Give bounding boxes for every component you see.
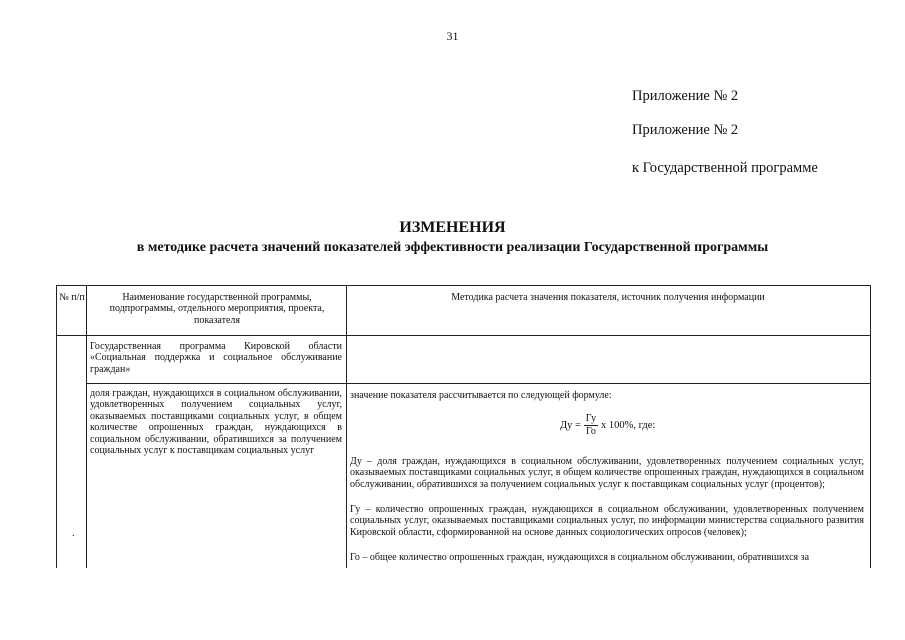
definition-du: Ду – доля граждан, нуждающихся в социальном обслуживании, удовлетворенных получением социальных услуг, оказываемых поставщиками социальных услуг, в общем количестве опрошенных граждан, нуждающихся в социальном обслуживании, обратившихся за получением социальных услуг к поставщикам социальных услуг (процентов); <box>350 456 864 490</box>
methodology-table <box>56 285 871 568</box>
definition-go: Го – общее количество опрошенных граждан, нуждающихся в социальном обслуживании, обратившихся за <box>350 552 810 563</box>
formula-numerator: Гу <box>585 413 597 424</box>
row-number: . <box>72 528 75 539</box>
header-method: Методика расчета значения показателя, источник получения информации <box>451 292 765 303</box>
document-title: ИЗМЕНЕНИЯ <box>399 219 506 236</box>
formula-denominator: Го <box>586 426 596 437</box>
definition-gu: Гу – количество опрошенных граждан, нуждающихся в социальном обслуживании, удовлетворенных получением социальных услуг, оказываемых поставщиками социальных услуг, по информации министерства социального развития Кировской области, сформированной на основе данных социологических опросов (человек); <box>350 504 864 538</box>
indicator-name: доля граждан, нуждающихся в социальном обслуживании, удовлетворенных получением социальных услуг, оказываемых поставщиками социальных услуг, в общем количестве опрошенных граждан, нуждающихся в социальном обслуживании, обратившихся за получением социальных услуг к поставщикам социальных услуг <box>90 388 342 457</box>
header-num: № п/п <box>59 292 85 303</box>
appendix-line-1: Приложение № 2 <box>632 88 739 104</box>
formula-fraction <box>584 414 598 437</box>
column-divider <box>346 286 347 568</box>
formula <box>560 414 655 437</box>
program-name: Государственная программа Кировской области «Социальная поддержка и социальное обслуживание граждан» <box>90 341 342 375</box>
appendix-line-3: к Государственной программе <box>632 160 818 176</box>
formula-rhs: х 100%, где: <box>600 420 656 431</box>
document-subtitle: в методике расчета значений показателей эффективности реализации Государственной программы <box>136 240 769 255</box>
page-number: 31 <box>446 29 459 43</box>
row-divider <box>87 383 870 384</box>
header-name: Наименование государственной программы, подпрограммы, отдельного мероприятия, проекта, показателя <box>109 292 325 326</box>
column-divider <box>86 286 87 568</box>
method-intro: значение показателя рассчитывается по следующей формуле: <box>350 390 612 401</box>
row-divider <box>57 335 870 336</box>
formula-lhs: Ду = <box>560 420 581 431</box>
appendix-line-2: Приложение № 2 <box>632 122 739 138</box>
